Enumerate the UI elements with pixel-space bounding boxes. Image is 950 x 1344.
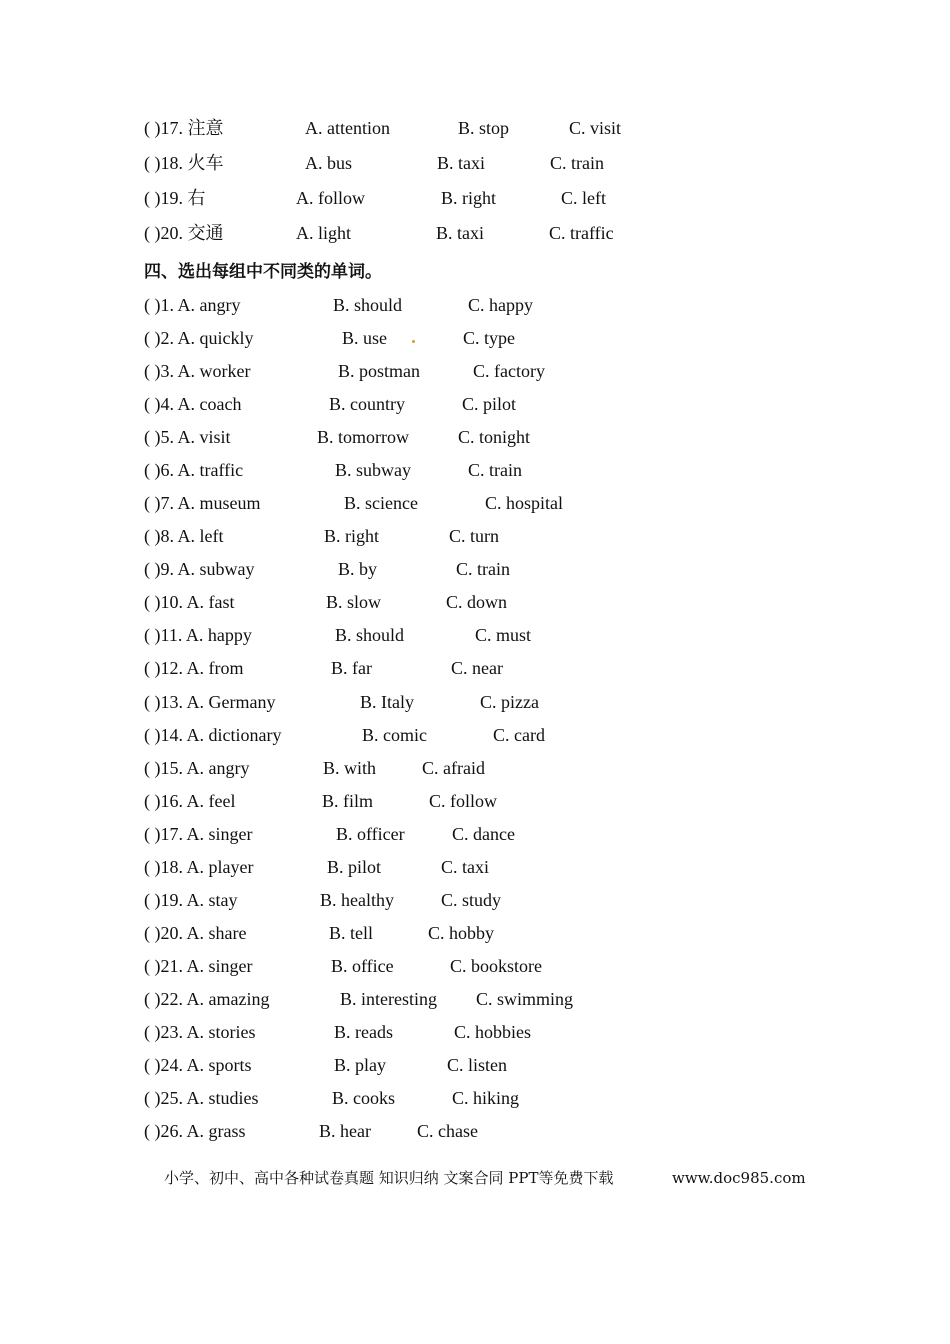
option-b: B. postman bbox=[338, 361, 421, 381]
option-b: B. interesting bbox=[340, 989, 437, 1009]
option-c: C. hospital bbox=[485, 493, 564, 513]
option-a: A. bus bbox=[305, 153, 353, 173]
question-number: ( )26. A. grass bbox=[144, 1121, 246, 1141]
question-number: ( )4. A. coach bbox=[144, 394, 242, 414]
option-b: B. right bbox=[324, 526, 380, 546]
option-c: C. turn bbox=[449, 526, 500, 546]
option-b: B. comic bbox=[362, 725, 427, 745]
option-b: B. with bbox=[323, 758, 377, 778]
question-row bbox=[0, 557, 950, 581]
option-c: C. happy bbox=[468, 295, 533, 315]
question-row bbox=[0, 855, 950, 879]
option-b: B. cooks bbox=[332, 1088, 395, 1108]
question-row bbox=[0, 1053, 950, 1077]
question-number: ( )10. A. fast bbox=[144, 592, 235, 612]
option-c: C. tonight bbox=[458, 427, 531, 447]
option-c: C. dance bbox=[452, 824, 515, 844]
option-b: B. should bbox=[335, 625, 405, 645]
option-b: B. taxi bbox=[436, 223, 484, 243]
option-c: C. type bbox=[463, 328, 515, 348]
question-row bbox=[0, 888, 950, 912]
question-number: ( )1. A. angry bbox=[144, 295, 241, 315]
question-row bbox=[0, 425, 950, 449]
option-b: B. country bbox=[329, 394, 405, 414]
option-b: B. should bbox=[333, 295, 403, 315]
question-row bbox=[0, 690, 950, 714]
option-c: C. hiking bbox=[452, 1088, 520, 1108]
question-number: ( )25. A. studies bbox=[144, 1088, 259, 1108]
question-row bbox=[0, 656, 950, 680]
footer-url: www.doc985.com bbox=[672, 1169, 806, 1187]
question-row bbox=[0, 954, 950, 978]
option-c: C. study bbox=[441, 890, 502, 910]
option-b: B. science bbox=[344, 493, 418, 513]
question-row bbox=[0, 186, 950, 210]
option-b: B. taxi bbox=[437, 153, 485, 173]
option-b: B. film bbox=[322, 791, 374, 811]
option-b: B. healthy bbox=[320, 890, 394, 910]
question-number: ( )23. A. stories bbox=[144, 1022, 256, 1042]
option-b: B. play bbox=[334, 1055, 386, 1075]
option-b: B. by bbox=[338, 559, 378, 579]
question-number: ( )22. A. amazing bbox=[144, 989, 270, 1009]
question-row bbox=[0, 987, 950, 1011]
option-a: A. light bbox=[296, 223, 352, 243]
option-b: B. office bbox=[331, 956, 394, 976]
question-number: ( )17. A. singer bbox=[144, 824, 253, 844]
option-c: C. near bbox=[451, 658, 503, 678]
question-row bbox=[0, 789, 950, 813]
option-c: C. hobby bbox=[428, 923, 495, 943]
question-number: ( )5. A. visit bbox=[144, 427, 231, 447]
option-b: B. Italy bbox=[360, 692, 414, 712]
option-c: C. taxi bbox=[441, 857, 489, 877]
option-b: B. hear bbox=[319, 1121, 371, 1141]
option-b: B. far bbox=[331, 658, 372, 678]
question-row bbox=[0, 756, 950, 780]
question-number: ( )24. A. sports bbox=[144, 1055, 252, 1075]
option-a: A. attention bbox=[305, 118, 390, 138]
option-b: B. slow bbox=[326, 592, 382, 612]
question-row bbox=[0, 221, 950, 245]
question-number: ( )13. A. Germany bbox=[144, 692, 276, 712]
option-b: B. tell bbox=[329, 923, 373, 943]
option-b: B. officer bbox=[336, 824, 405, 844]
option-c: C. follow bbox=[429, 791, 498, 811]
footer-text: 小学、初中、高中各种试卷真题 知识归纳 文案合同 PPT等免费下载 bbox=[164, 1169, 614, 1187]
question-row bbox=[0, 822, 950, 846]
question-number: ( )20. A. share bbox=[144, 923, 247, 943]
option-c: C. chase bbox=[417, 1121, 478, 1141]
option-c: C. train bbox=[468, 460, 522, 480]
question-number: ( )14. A. dictionary bbox=[144, 725, 282, 745]
option-b: B. pilot bbox=[327, 857, 382, 877]
question-row bbox=[0, 723, 950, 747]
option-c: C. hobbies bbox=[454, 1022, 532, 1042]
question-row bbox=[0, 1119, 950, 1143]
question-number: ( )16. A. feel bbox=[144, 791, 236, 811]
option-c: C. listen bbox=[447, 1055, 508, 1075]
question-row bbox=[0, 392, 950, 416]
option-c: C. pilot bbox=[462, 394, 517, 414]
question-row bbox=[0, 921, 950, 945]
question-row bbox=[0, 458, 950, 482]
question-number: ( )12. A. from bbox=[144, 658, 244, 678]
question-row bbox=[0, 1086, 950, 1110]
option-c: C. traffic bbox=[549, 223, 614, 243]
option-c: C. must bbox=[475, 625, 532, 645]
section-heading: 四、选出每组中不同类的单词。 bbox=[144, 262, 382, 282]
question-row bbox=[0, 293, 950, 317]
option-c: C. pizza bbox=[480, 692, 539, 712]
option-c: C. card bbox=[493, 725, 545, 745]
question-number: ( )9. A. subway bbox=[144, 559, 255, 579]
question-number: ( )3. A. worker bbox=[144, 361, 251, 381]
option-b: B. tomorrow bbox=[317, 427, 409, 447]
question-row bbox=[0, 359, 950, 383]
question-number: ( )2. A. quickly bbox=[144, 328, 254, 348]
question-number: ( )18. 火车 bbox=[144, 153, 224, 173]
question-number: ( )19. 右 bbox=[144, 188, 206, 208]
option-c: C. left bbox=[561, 188, 606, 208]
question-number: ( )8. A. left bbox=[144, 526, 224, 546]
question-row bbox=[0, 151, 950, 175]
option-c: C. down bbox=[446, 592, 508, 612]
option-c: C. visit bbox=[569, 118, 622, 138]
option-a: A. follow bbox=[296, 188, 365, 208]
question-row bbox=[0, 326, 950, 350]
question-number: ( )6. A. traffic bbox=[144, 460, 244, 480]
question-number: ( )21. A. singer bbox=[144, 956, 253, 976]
option-b: B. subway bbox=[335, 460, 411, 480]
option-b: B. use bbox=[342, 328, 387, 348]
question-number: ( )11. A. happy bbox=[144, 625, 252, 645]
option-c: C. factory bbox=[473, 361, 545, 381]
question-number: ( )19. A. stay bbox=[144, 890, 238, 910]
option-c: C. train bbox=[550, 153, 604, 173]
question-row bbox=[0, 491, 950, 515]
question-row bbox=[0, 1020, 950, 1044]
option-b: B. right bbox=[441, 188, 497, 208]
question-number: ( )15. A. angry bbox=[144, 758, 250, 778]
question-row bbox=[0, 623, 950, 647]
option-b: B. stop bbox=[458, 118, 510, 138]
option-c: C. bookstore bbox=[450, 956, 542, 976]
question-number: ( )18. A. player bbox=[144, 857, 254, 877]
question-number: ( )7. A. museum bbox=[144, 493, 261, 513]
question-row bbox=[0, 590, 950, 614]
option-b: B. reads bbox=[334, 1022, 393, 1042]
option-c: C. train bbox=[456, 559, 510, 579]
question-number: ( )20. 交通 bbox=[144, 223, 224, 243]
question-row bbox=[0, 524, 950, 548]
question-number: ( )17. 注意 bbox=[144, 118, 224, 138]
option-c: C. afraid bbox=[422, 758, 485, 778]
stray-dot bbox=[412, 340, 415, 343]
option-c: C. swimming bbox=[476, 989, 574, 1009]
question-row bbox=[0, 116, 950, 140]
